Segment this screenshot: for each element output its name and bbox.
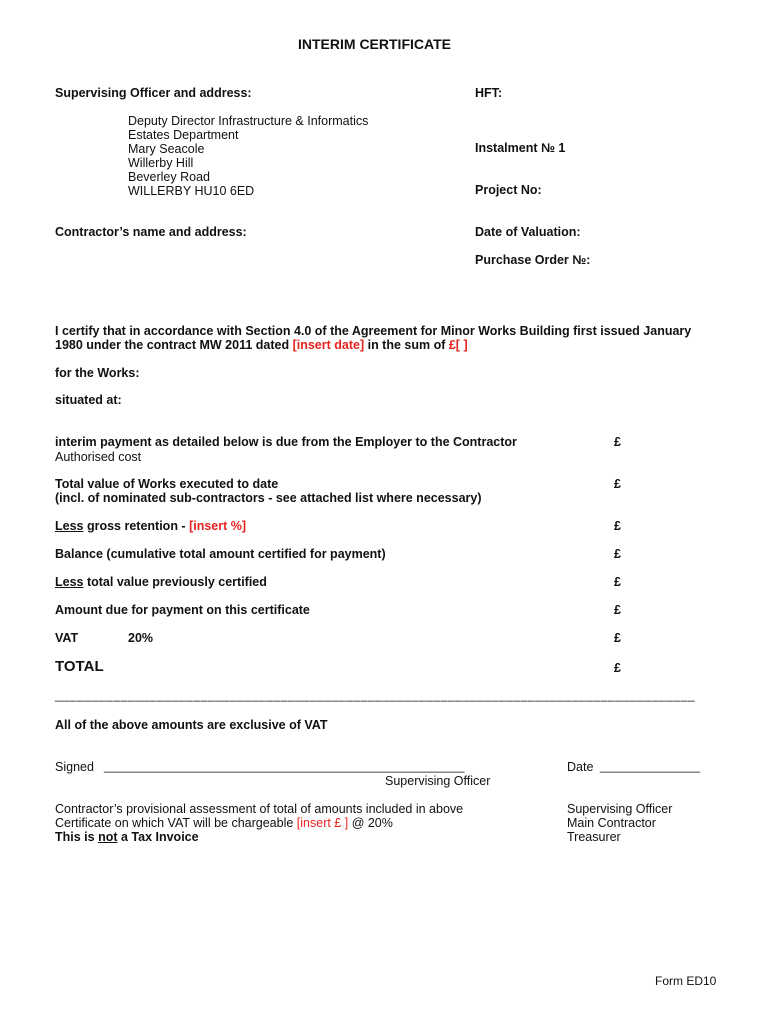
- interim-payment-row: interim payment as detailed below is due from the Employer to the Contractor: [55, 435, 517, 449]
- less-word: Less: [55, 575, 84, 589]
- purchase-order-field: Purchase Order №:: [475, 253, 591, 267]
- pound-sign: £: [614, 603, 621, 617]
- address-line: Estates Department: [128, 128, 239, 142]
- gross-retention-row: [55, 519, 246, 533]
- insert-amount-placeholder: [insert £ ]: [296, 816, 349, 830]
- vat-rate: 20%: [128, 631, 154, 645]
- divider-line: ________________________________________________________________________________________: [55, 688, 696, 702]
- exclusive-vat-note: All of the above amounts are exclusive of VAT: [55, 718, 328, 732]
- date-of-valuation-field: Date of Valuation:: [475, 225, 581, 239]
- certification-text: in the sum of: [364, 338, 449, 352]
- pound-sign: £: [614, 575, 621, 589]
- pound-sign: £: [614, 435, 621, 449]
- for-the-works-label: for the Works:: [55, 366, 140, 380]
- hft-field: HFT:: [475, 86, 503, 100]
- date-label: Date: [567, 760, 594, 774]
- signed-label: Signed: [55, 760, 94, 774]
- vat-label: VAT: [55, 631, 79, 645]
- pound-sign: £: [614, 547, 621, 561]
- assessment-rate: @ 20%: [348, 816, 393, 830]
- address-line: Deputy Director Infrastructure & Informatics: [128, 114, 369, 128]
- date-line: _______________: [600, 759, 701, 773]
- pound-sign: £: [614, 477, 621, 491]
- project-no-field: Project No:: [475, 183, 542, 197]
- previously-certified-row: [55, 575, 267, 589]
- authorised-cost-label: Authorised cost: [55, 450, 142, 464]
- instalment-field: Instalment № 1: [475, 141, 566, 155]
- pound-sign: £: [614, 631, 621, 645]
- tax-not-word: not: [98, 830, 118, 844]
- supervising-officer-label: Supervising Officer and address:: [55, 86, 252, 100]
- address-line: WILLERBY HU10 6ED: [128, 184, 255, 198]
- total-value-row: Total value of Works executed to date: [55, 477, 279, 491]
- sum-placeholder: £[ ]: [448, 338, 468, 352]
- insert-date-placeholder: [insert date]: [292, 338, 365, 352]
- pound-sign: £: [614, 519, 621, 533]
- certification-line-1: I certify that in accordance with Section 4.0 of the Agreement for Minor Works Building first issued January: [55, 324, 692, 338]
- distribution-item: Supervising Officer: [567, 802, 673, 816]
- supervising-officer-address: [128, 114, 368, 198]
- tax-text: a Tax Invoice: [117, 830, 199, 844]
- tax-text: This is: [55, 830, 99, 844]
- address-line: Beverley Road: [128, 170, 210, 184]
- distribution-item: Treasurer: [567, 830, 621, 844]
- form-reference: Form ED10: [655, 974, 717, 988]
- assessment-text: Certificate on which VAT will be chargeable: [55, 816, 297, 830]
- previously-certified-text: total value previously certified: [83, 575, 267, 589]
- gross-retention-text: gross retention -: [83, 519, 190, 533]
- assessment-line-1: Contractor’s provisional assessment of total of amounts included in above: [55, 802, 464, 816]
- signature-line: ______________________________________________________: [104, 759, 465, 773]
- pound-sign: £: [614, 661, 621, 675]
- less-word: Less: [55, 519, 84, 533]
- address-line: Willerby Hill: [128, 156, 194, 170]
- contractor-label: Contractor’s name and address:: [55, 225, 247, 239]
- situated-at-label: situated at:: [55, 393, 122, 407]
- amount-due-row: Amount due for payment on this certificate: [55, 603, 310, 617]
- total-value-note: (incl. of nominated sub-contractors - see attached list where necessary): [55, 491, 482, 505]
- insert-percent-placeholder: [insert %]: [189, 519, 247, 533]
- balance-row: Balance (cumulative total amount certified for payment): [55, 547, 386, 561]
- assessment-line-2: [55, 816, 393, 830]
- distribution-item: Main Contractor: [567, 816, 656, 830]
- signature-role: Supervising Officer: [385, 774, 491, 788]
- total-label: TOTAL: [55, 658, 104, 675]
- address-line: Mary Seacole: [128, 142, 205, 156]
- page-title: INTERIM CERTIFICATE: [298, 36, 451, 52]
- distribution-list: [567, 802, 672, 844]
- certification-text: 1980 under the contract MW 2011 dated: [55, 338, 293, 352]
- tax-invoice-note: [55, 830, 199, 844]
- certification-line-2: [55, 338, 468, 352]
